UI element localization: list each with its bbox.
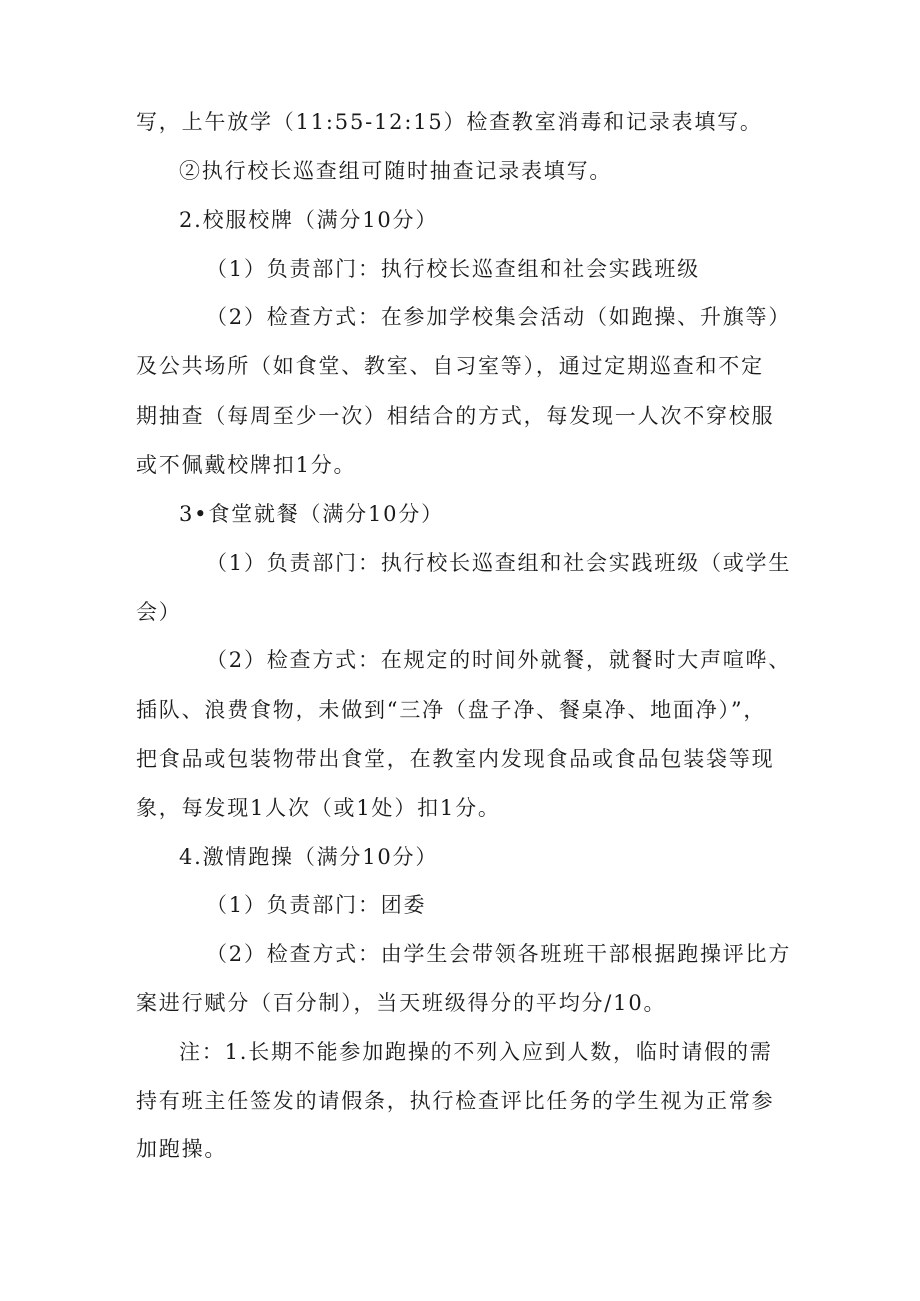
section-heading-running-exercise: 4.激情跑操（满分10分） (179, 845, 439, 869)
paragraph-line: 案进行赋分（百分制），当天班级得分的平均分/10。 (136, 991, 667, 1015)
section-heading-uniform-badge: 2.校服校牌（满分10分） (179, 208, 439, 232)
paragraph-line: ②执行校长巡查组可随时抽查记录表填写。 (179, 159, 613, 183)
paragraph-line: 期抽查（每周至少一次）相结合的方式，每发现一人次不穿校服 (136, 404, 775, 428)
paragraph-line: （1）负责部门：团委 (206, 893, 427, 917)
note-line: 注：1.长期不能参加跑操的不列入应到人数，临时请假的需 (179, 1040, 773, 1064)
paragraph-line: 写，上午放学（11:55-12:15）检查教室消毒和记录表填写。 (136, 110, 763, 134)
note-line: 持有班主任签发的请假条，执行检查评比任务的学生视为正常参 (136, 1089, 775, 1113)
paragraph-line: 会） (136, 600, 182, 624)
paragraph-line: 象，每发现1人次（或1处）扣1分。 (136, 796, 501, 820)
paragraph-line: 及公共场所（如食堂、教室、自习室等），通过定期巡查和不定 (136, 354, 764, 378)
paragraph-line: （1）负责部门：执行校长巡查组和社会实践班级（或学生 (206, 551, 792, 575)
paragraph-line: 或不佩戴校牌扣1分。 (136, 453, 357, 477)
paragraph-line: （2）检查方式：在规定的时间外就餐，就餐时大声喧哗、 (206, 648, 792, 672)
paragraph-line: （2）检查方式：在参加学校集会活动（如跑操、升旗等） (206, 305, 792, 329)
section-heading-canteen-dining: 3•食堂就餐（满分10分） (179, 502, 444, 526)
paragraph-line: 把食品或包装物带出食堂，在教室内发现食品或食品包装袋等现 (136, 747, 775, 771)
paragraph-line: （1）负责部门：执行校长巡查组和社会实践班级 (206, 257, 700, 281)
note-line: 加跑操。 (136, 1137, 228, 1161)
paragraph-line: 插队、浪费食物，未做到“三净（盘子净、餐桌净、地面净）”， (136, 698, 767, 722)
paragraph-line: （2）检查方式：由学生会带领各班班干部根据跑操评比方 (206, 942, 792, 966)
